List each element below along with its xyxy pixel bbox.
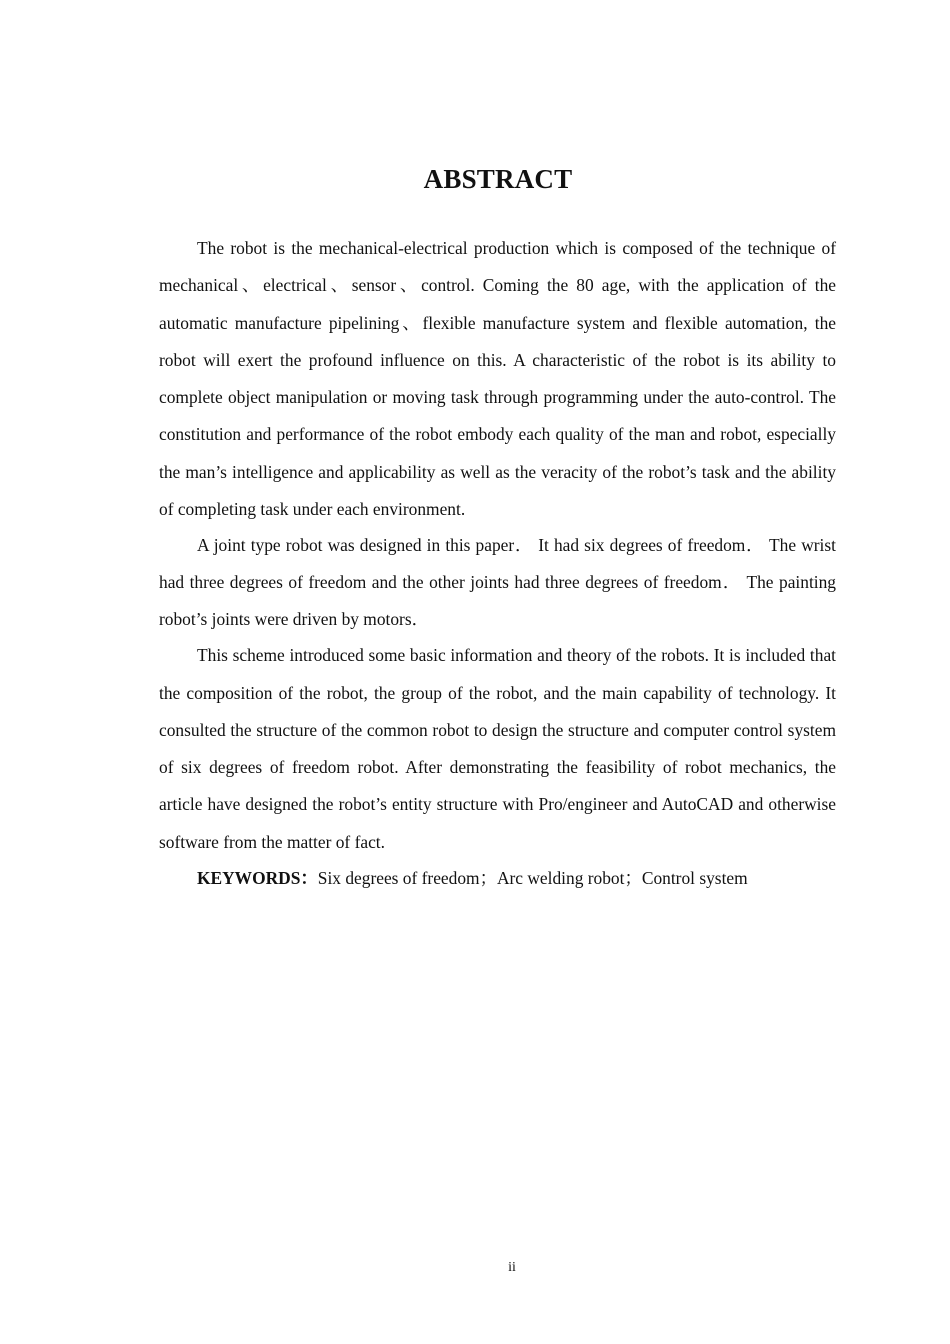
- abstract-paragraph-1: The robot is the mechanical-electrical production which is composed of the technique of mechanical、electrical、sensor、control. Coming the 80 age, with the application of the automatic manufacture pipelining、flexible manufacture system and flexible automation, the robot will exert the profound influence on this. A characteristic of the robot is its ability to complete object manipulation or moving task through programming under the auto-control. The constitution and performance of the robot embody each quality of the man and robot, especially the man’s intelligence and applicability as well as the veracity of the robot’s task and the ability of completing task under each environment.: [159, 238, 836, 520]
- page-number: ii: [508, 1260, 516, 1275]
- abstract-heading: ABSTRACT: [423, 164, 573, 194]
- abstract-paragraph-2: A joint type robot was designed in this paper． It had six degrees of freedom． The wrist had three degrees of freedom and the other joints had three degrees of freedom． The painting robot’s joints were driven by motors．: [159, 534, 836, 630]
- keywords-text: Six degrees of freedom；Arc welding robot；Control system: [317, 867, 748, 888]
- keywords-label: KEYWORDS：: [197, 867, 318, 888]
- abstract-body: [159, 230, 836, 895]
- abstract-paragraph-3: This scheme introduced some basic information and theory of the robots. It is included that the composition of the robot, the group of the robot, and the main capability of technology. It consulted the structure of the common robot to design the structure and computer control system of six degrees of freedom robot. After demonstrating the feasibility of robot mechanics, the article have designed the robot’s entity structure with Pro/engineer and AutoCAD and otherwise software from the matter of fact.: [159, 645, 836, 852]
- keywords-line: [159, 860, 836, 897]
